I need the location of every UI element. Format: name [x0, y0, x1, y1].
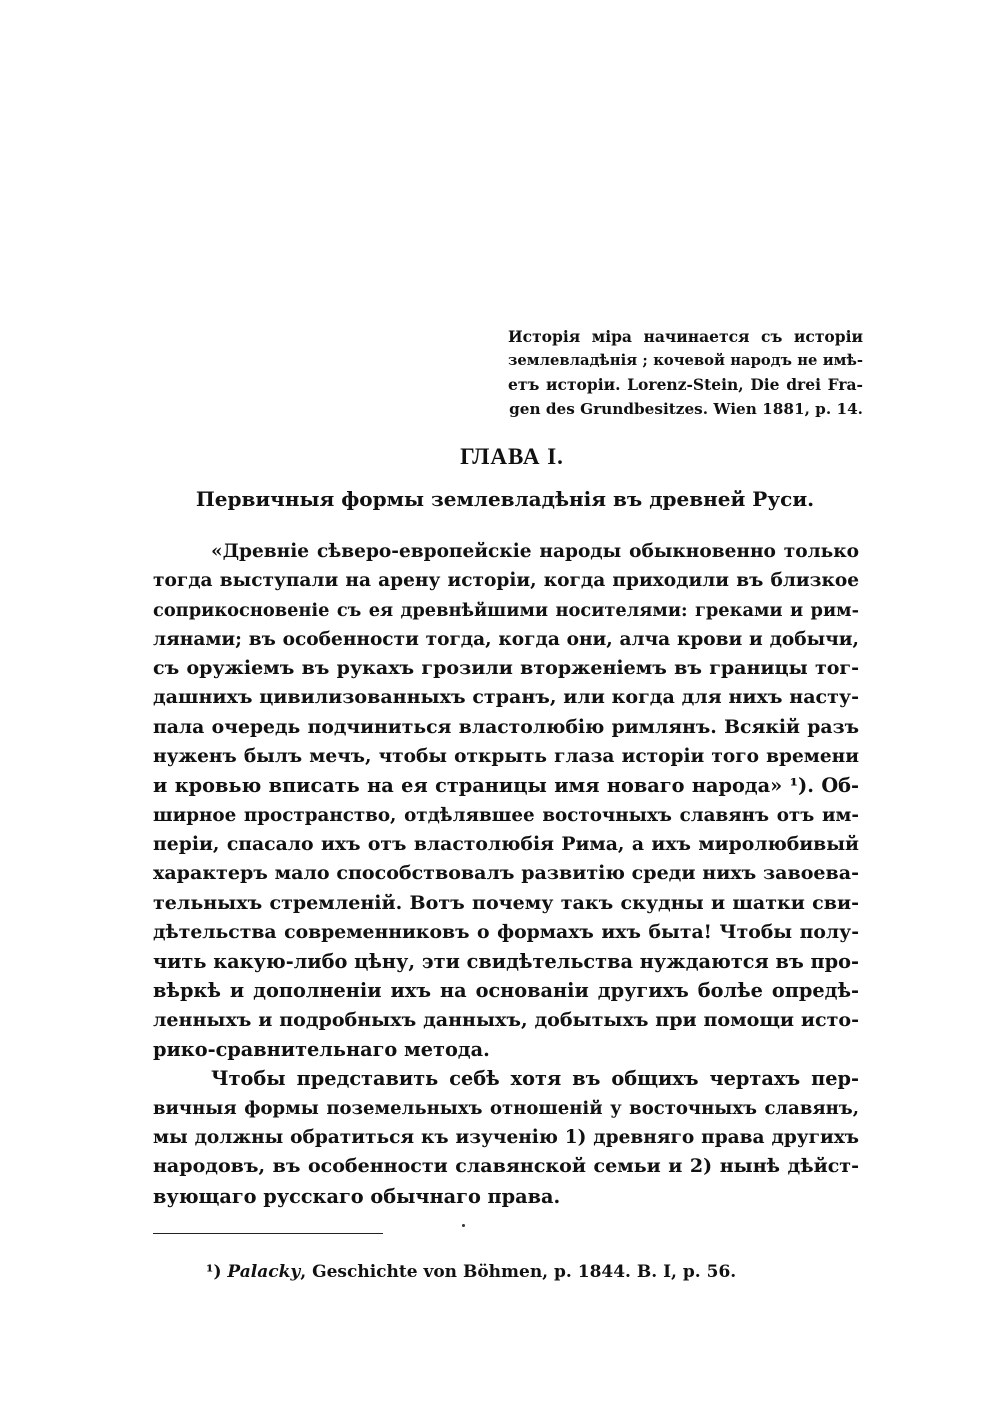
body-line: мы должны обратиться къ изученію 1) древняго права другихъ	[153, 1126, 859, 1148]
chapter-subtitle: Первичныя формы землевладѣнія въ древней Руси.	[195, 487, 815, 511]
body-line: дашнихъ цивилизованныхъ странъ, или когда для нихъ насту-	[153, 686, 859, 709]
body-line: чить какую-либо цѣну, эти свидѣтельства нуждаются въ про-	[153, 950, 859, 974]
body-line: нуженъ былъ мечъ, чтобы открыть глаза исторіи того времени	[153, 746, 859, 768]
chapter-title: ГЛАВА I.	[460, 444, 564, 469]
body-line: вѣркѣ и дополненіи ихъ на основаніи другихъ болѣе опредѣ-	[153, 979, 859, 1003]
footnote	[206, 1262, 736, 1282]
print-speck	[462, 1224, 465, 1227]
body-line: и кровью вписать на ея страницы имя новаго народа» ¹). Об-	[153, 774, 859, 798]
footnote-author: Palacky	[227, 1262, 301, 1282]
body-line: ленныхъ и подробныхъ данныхъ, добытыхъ при помощи исто-	[153, 1008, 859, 1031]
epigraph-line: gen des Grundbesitzes. Wien 1881, p. 14.	[509, 400, 863, 418]
body-line: съ оружіемъ въ рукахъ грозили вторженіемъ въ границы тог-	[153, 657, 859, 680]
body-line: соприкосновеніе съ ея древнѣйшими носителями: греками и рим-	[153, 599, 859, 621]
body-line: дѣтельства современниковъ о формахъ ихъ быта! Чтобы полу-	[153, 920, 859, 943]
body-line: народовъ, въ особенности славянской семьи и 2) нынѣ дѣйст-	[153, 1155, 859, 1178]
footnote-divider	[153, 1233, 383, 1234]
epigraph-line: Исторія міра начинается съ исторіи	[508, 327, 863, 346]
body-line: тельныхъ стремленій. Вотъ почему такъ скудны и шатки сви-	[153, 891, 859, 914]
footnote-text: , Geschichte von Böhmen, p. 1844. B. I, p. 56.	[300, 1262, 737, 1282]
body-line: рико-сравнительнаго метода.	[153, 1038, 490, 1062]
epigraph-line: землевладѣнія ; кочевой народъ не имѣ-	[508, 352, 863, 369]
footnote-marker: ¹)	[206, 1262, 222, 1282]
body-line: тогда выступали на арену исторіи, когда приходили въ близкое	[153, 570, 859, 592]
body-line: «Древніе сѣверо-европейскіе народы обыкновенно только	[211, 541, 859, 562]
body-line: періи, спасало ихъ отъ властолюбія Рима, а ихъ миролюбивый	[153, 832, 859, 855]
body-line: ширное пространство, отдѣлявшее восточныхъ славянъ отъ им-	[153, 804, 859, 826]
body-line: вующаго русскаго обычнаго права.	[153, 1184, 561, 1208]
body-line: характеръ мало способствовалъ развитію среди нихъ завоева-	[153, 862, 859, 885]
epigraph	[508, 325, 863, 421]
body-line: лянами; въ особенности тогда, когда они, алча крови и добычи,	[153, 628, 859, 650]
body-text	[153, 537, 859, 1211]
body-line: пала очередь подчиниться властолюбію римлянъ. Всякій разъ	[153, 715, 859, 738]
body-line: вичныя формы поземельныхъ отношеній у восточныхъ славянъ,	[153, 1097, 859, 1119]
body-line: Чтобы представить себѣ хотя въ общихъ чертахъ пер-	[211, 1067, 859, 1091]
epigraph-line: етъ исторіи. Lorenz-Stein, Die drei Fra-	[508, 375, 863, 394]
